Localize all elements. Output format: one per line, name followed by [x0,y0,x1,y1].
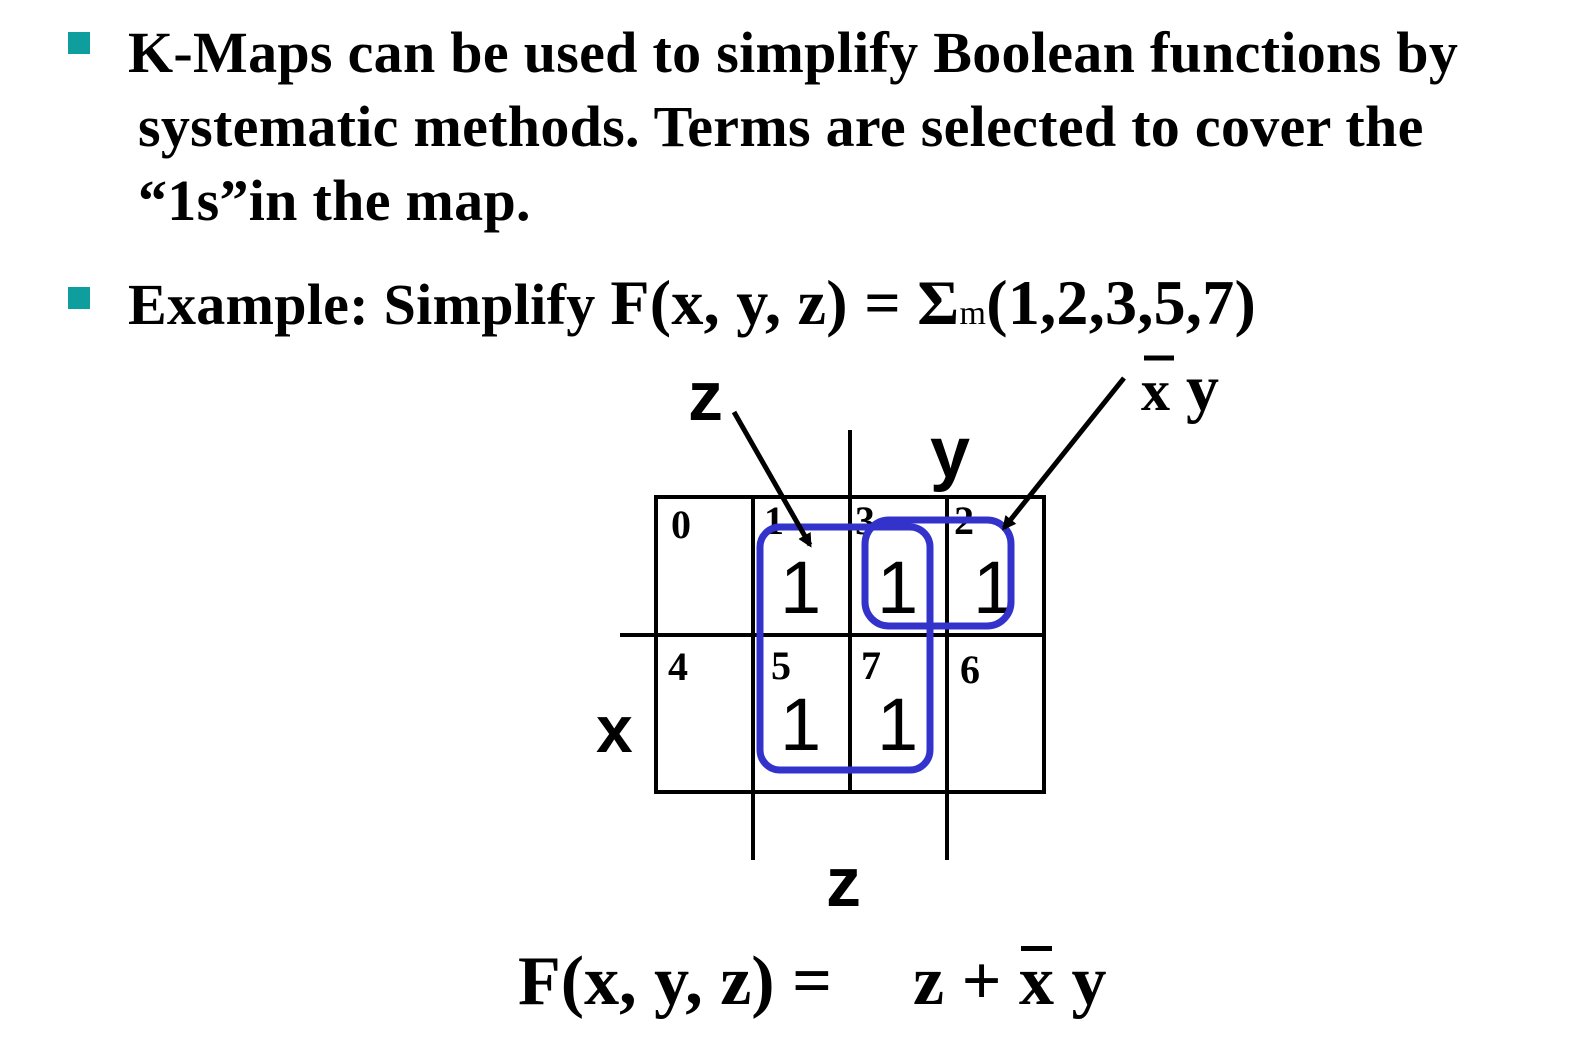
cell-value-7: 1 [877,683,919,766]
arrow-xbar-y [1004,378,1124,528]
annotation-xbar-x: x [1141,358,1170,423]
kmap-cells [668,498,1014,766]
cell-index-7: 7 [861,643,881,688]
function-equals: = [847,267,918,338]
bullet-1-line-1: K-Maps can be used to simplify Boolean functions by [128,20,1459,85]
annotation-xbar-y: y [1186,352,1219,425]
result-x-overbar: x [1018,943,1054,1020]
cell-index-1: 1 [764,498,784,543]
minterm-list: (1,2,3,5,7) [986,267,1257,338]
cell-index-3: 3 [855,498,875,543]
cell-index-2: 2 [954,498,974,543]
cell-index-5: 5 [771,643,791,688]
sigma-subscript: m [959,295,987,332]
cell-value-2: 1 [973,546,1015,629]
cell-value-3: 1 [877,546,919,629]
var-y-label: y [930,413,971,493]
function-lhs: F(x, y, z) [610,267,848,338]
cell-index-0: 0 [671,502,691,547]
bullet-1-line-2: systematic methods. Terms are selected to cover the [138,94,1424,159]
annotation-z: z [688,357,723,435]
var-z-bottom-label: z [826,843,861,921]
cell-value-1: 1 [780,546,822,629]
result-y-term: y [1053,943,1107,1020]
cell-index-4: 4 [668,644,688,689]
result-lhs: F(x, y, z) = [518,943,832,1020]
cell-value-5: 1 [780,683,822,766]
bullet-1-line-3: “1s”in the map. [138,168,531,233]
result-equation [518,942,1107,1022]
cell-index-6: 6 [960,647,980,692]
result-z-term: z + [913,943,1019,1020]
result-rhs [913,942,1106,1022]
var-x-label: x [596,692,633,766]
sigma-symbol: Σ [917,267,960,338]
example-prefix: Example: Simplify [128,272,611,337]
